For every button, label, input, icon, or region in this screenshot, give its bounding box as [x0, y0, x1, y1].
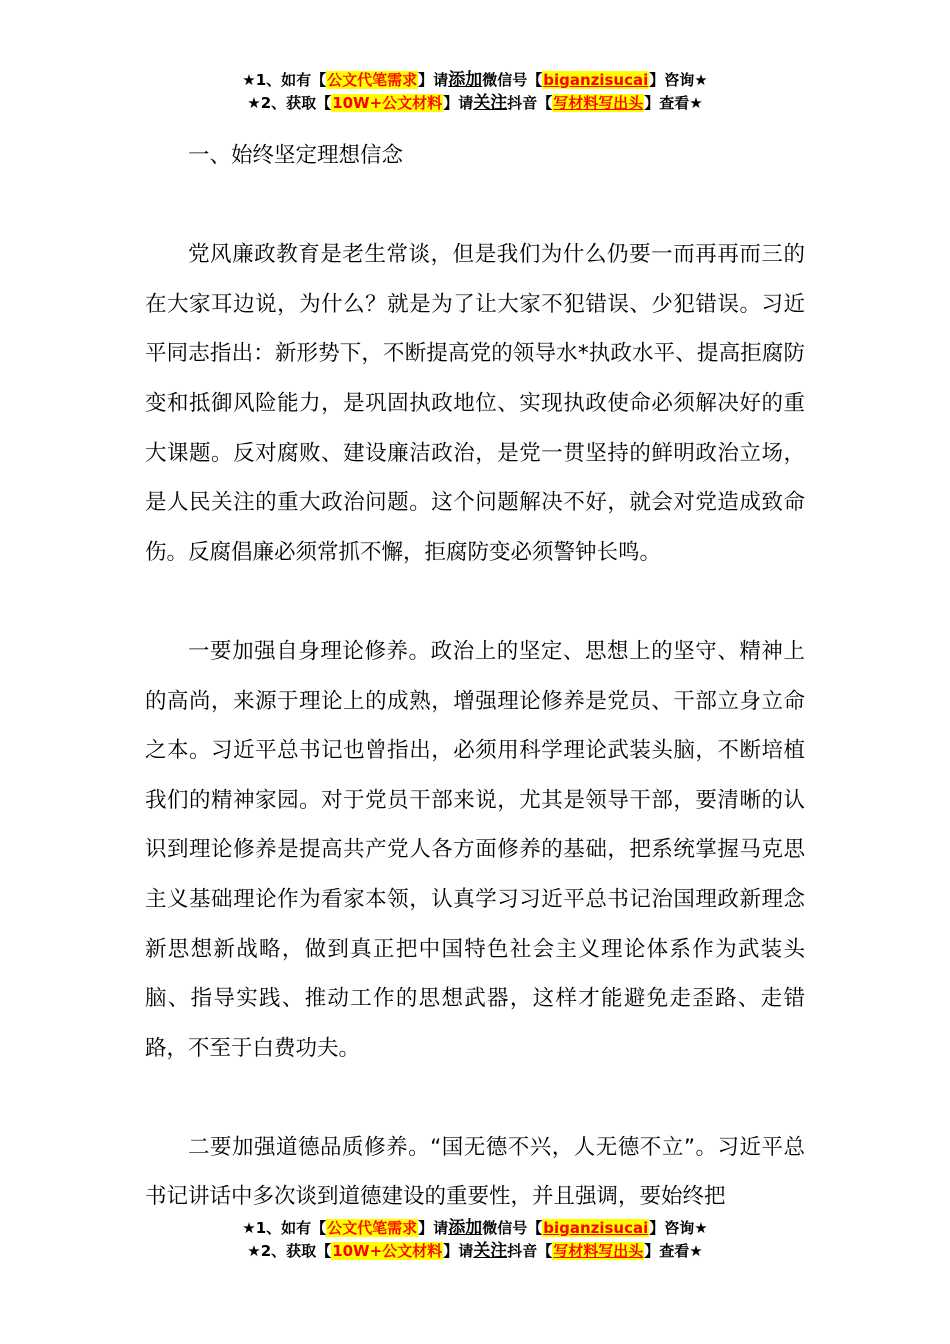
footer-banner — [0, 1217, 950, 1263]
banner-text: 2、获取【 — [260, 1242, 332, 1260]
star-icon: ★ — [247, 94, 261, 112]
banner-line-1 — [0, 69, 950, 92]
banner-emphasis: 关注 — [473, 93, 508, 113]
header-banner — [0, 69, 950, 115]
banner-text: 抖音【 — [507, 1242, 553, 1260]
banner-text: 】请 — [418, 71, 449, 89]
banner-text: 抖音【 — [507, 94, 553, 112]
banner-text: 】咨询★ — [649, 1219, 708, 1237]
service-highlight: 公文代笔需求 — [327, 1219, 418, 1237]
paragraph-spacer — [145, 1073, 805, 1123]
banner-text: 】查看★ — [644, 1242, 703, 1260]
service-highlight: 公文代笔需求 — [327, 71, 418, 89]
douyin-account-highlight: 写材料写出头 — [553, 1242, 644, 1260]
banner-emphasis: 添加 — [448, 1218, 483, 1238]
banner-emphasis: 添加 — [448, 70, 483, 90]
paragraph: 二要加强道德品质修养。“国无德不兴，人无德不立”。习近平总书记讲话中多次谈到道德建设的重要性，并且强调，要始终把 — [145, 1134, 805, 1210]
section-heading: 一、始终坚定理想信念 — [188, 143, 404, 168]
materials-highlight: 10W+公文材料 — [332, 1242, 443, 1260]
banner-text: 微信号【 — [482, 1219, 543, 1237]
banner-emphasis: 关注 — [473, 1241, 508, 1261]
banner-text: 1、如有【 — [255, 1219, 327, 1237]
banner-line-2 — [0, 92, 950, 115]
banner-text: 】查看★ — [644, 94, 703, 112]
banner-text: 】咨询★ — [649, 71, 708, 89]
paragraph: 党风廉政教育是老生常谈，但是我们为什么仍要一而再再而三的在大家耳边说，为什么？就是为了让大家不犯错误、少犯错误。习近平同志指出：新形势下，不断提高党的领导水*执政水平、提高拒腐防变和抵御风险能力，是巩固执政地位、实现执政使命必须解决好的重大课题。反对腐败、建设廉洁政治，是党一贯坚持的鲜明政治立场，是人民关注的重大政治问题。这个问题解决不好，就会对党造成致命伤。反腐倡廉必须常抓不懈，拒腐防变必须警钟长鸣。 — [145, 242, 805, 565]
banner-line-1 — [0, 1217, 950, 1240]
banner-text: 2、获取【 — [260, 94, 332, 112]
star-icon: ★ — [242, 71, 256, 89]
banner-text: 】请 — [443, 94, 474, 112]
banner-text: 】请 — [418, 1219, 449, 1237]
banner-text: 】请 — [443, 1242, 474, 1260]
douyin-account-highlight: 写材料写出头 — [553, 94, 644, 112]
paragraph: 一要加强自身理论修养。政治上的坚定、思想上的坚守、精神上的高尚，来源于理论上的成熟，增强理论修养是党员、干部立身立命之本。习近平总书记也曾指出，必须用科学理论武装头脑，不断培植我们的精神家园。对于党员干部来说，尤其是领导干部，要清晰的认识到理论修养是提高共产党人各方面修养的基础，把系统掌握马克思主义基础理论作为看家本领，认真学习习近平总书记治国理政新理念新思想新战略，做到真正把中国特色社会主义理论体系作为武装头脑、指导实践、推动工作的思想武器，这样才能避免走歪路、走错路，不至于白费功夫。 — [145, 638, 805, 1061]
wechat-id-highlight: biganzisucai — [543, 71, 649, 89]
materials-highlight: 10W+公文材料 — [332, 94, 443, 112]
star-icon: ★ — [247, 1242, 261, 1260]
banner-text: 微信号【 — [482, 71, 543, 89]
banner-line-2 — [0, 1240, 950, 1263]
wechat-id-highlight: biganzisucai — [543, 1219, 649, 1237]
paragraph-spacer — [145, 577, 805, 627]
star-icon: ★ — [242, 1219, 256, 1237]
document-body — [145, 131, 805, 1222]
banner-text: 1、如有【 — [255, 71, 327, 89]
